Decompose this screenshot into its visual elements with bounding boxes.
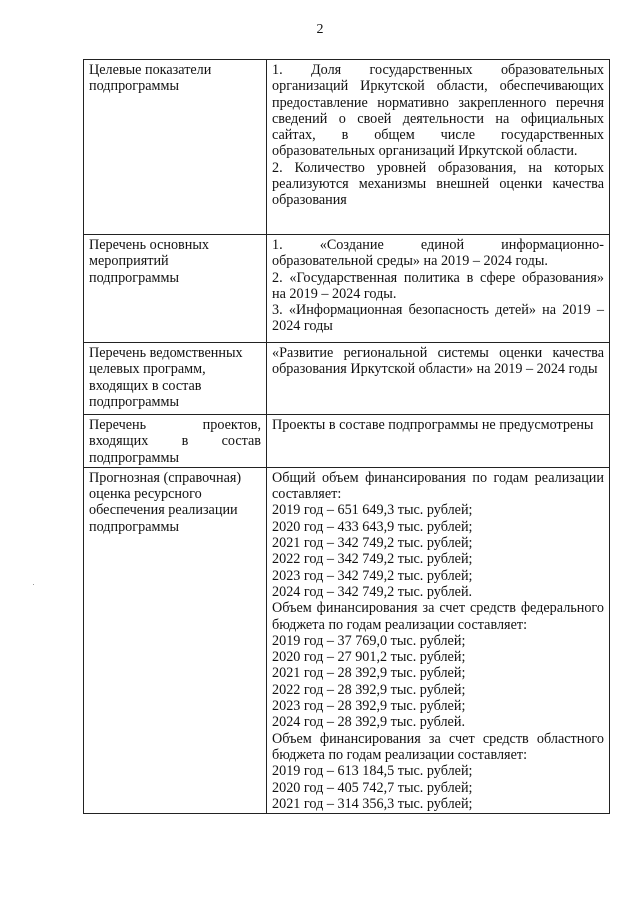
federal-year-line: 2024 год – 28 392,9 тыс. рублей. <box>272 714 465 731</box>
table-row <box>84 60 610 235</box>
total-financing-intro: Общий объем финансирования по годам реализации составляет: <box>272 469 604 503</box>
federal-financing-intro: Объем финансирования за счет средств федерального бюджета по годам реализации составляет: <box>272 600 604 633</box>
table-row <box>84 235 610 343</box>
federal-year-line: 2020 год – 27 901,2 тыс. рублей; <box>272 649 466 666</box>
table-row <box>84 415 610 468</box>
row-label-target-indicators: Целевые показатели подпрограммы <box>84 60 267 235</box>
row-label-departmental-programs: Перечень ведомственных целевых программ, входящих в состав подпрограммы <box>84 343 267 415</box>
total-year-line: 2021 год – 342 749,2 тыс. рублей; <box>272 535 473 552</box>
federal-year-line: 2019 год – 37 769,0 тыс. рублей; <box>272 632 466 649</box>
activity-item: 2. «Государственная политика в сфере образования» на 2019 – 2024 годы. <box>272 269 604 302</box>
regional-year-line: 2020 год – 405 742,7 тыс. рублей; <box>272 779 473 796</box>
regional-year-line: 2021 год – 314 356,3 тыс. рублей; <box>272 795 473 812</box>
total-year-line: 2023 год – 342 749,2 тыс. рублей; <box>272 567 473 584</box>
page-number: 2 <box>316 22 324 37</box>
total-year-line: 2019 год – 651 649,3 тыс. рублей; <box>272 502 473 519</box>
projects-text: Проекты в составе подпрограммы не предусмотрены <box>272 417 594 433</box>
row-label-main-activities: Перечень основных мероприятий подпрограммы <box>84 235 267 343</box>
row-content-financing <box>267 467 610 813</box>
total-year-line: 2022 год – 342 749,2 тыс. рублей; <box>272 551 473 568</box>
row-label-projects: Перечень проектов, входящих в состав подпрограммы <box>84 415 267 468</box>
subprogram-passport-table <box>83 59 610 814</box>
total-year-line: 2024 год – 342 749,2 тыс. рублей. <box>272 583 473 600</box>
activity-item: 1. «Создание единой информационно-образовательной среды» на 2019 – 2024 годы. <box>272 237 604 270</box>
total-year-line: 2020 год – 433 643,9 тыс. рублей; <box>272 518 473 535</box>
indicator-item: 2. Количество уровней образования, на которых реализуются механизмы внешней оценки качества образования <box>272 159 604 209</box>
indicator-item: 1. Доля государственных образовательных организаций Иркутской области, обеспечивающих предоставление нормативно закрепленного перечня сведений о своей деятельности на официальных сайтах, в общем числе государственных образовательных организаций Иркутской области. <box>272 62 604 160</box>
activity-item: 3. «Информационная безопасность детей» на 2019 – 2024 годы <box>272 302 604 335</box>
table-row <box>84 467 610 813</box>
scan-artifact <box>33 584 34 585</box>
row-content-departmental-programs <box>267 343 610 415</box>
regional-financing-intro: Объем финансирования за счет средств областного бюджета по годам реализации составляет: <box>272 730 604 763</box>
federal-year-line: 2022 год – 28 392,9 тыс. рублей; <box>272 681 466 698</box>
row-label-financing: Прогнозная (справочная) оценка ресурсного обеспечения реализации подпрограммы <box>84 467 267 813</box>
row-content-main-activities <box>267 235 610 343</box>
federal-year-line: 2023 год – 28 392,9 тыс. рублей; <box>272 698 466 715</box>
departmental-program-item: «Развитие региональной системы оценки качества образования Иркутской области» на 2019 – 2024 годы <box>272 345 604 378</box>
table-row <box>84 343 610 415</box>
regional-year-line: 2019 год – 613 184,5 тыс. рублей; <box>272 763 473 780</box>
federal-year-line: 2021 год – 28 392,9 тыс. рублей; <box>272 665 466 682</box>
row-content-target-indicators <box>267 60 610 235</box>
row-content-projects <box>267 415 610 468</box>
